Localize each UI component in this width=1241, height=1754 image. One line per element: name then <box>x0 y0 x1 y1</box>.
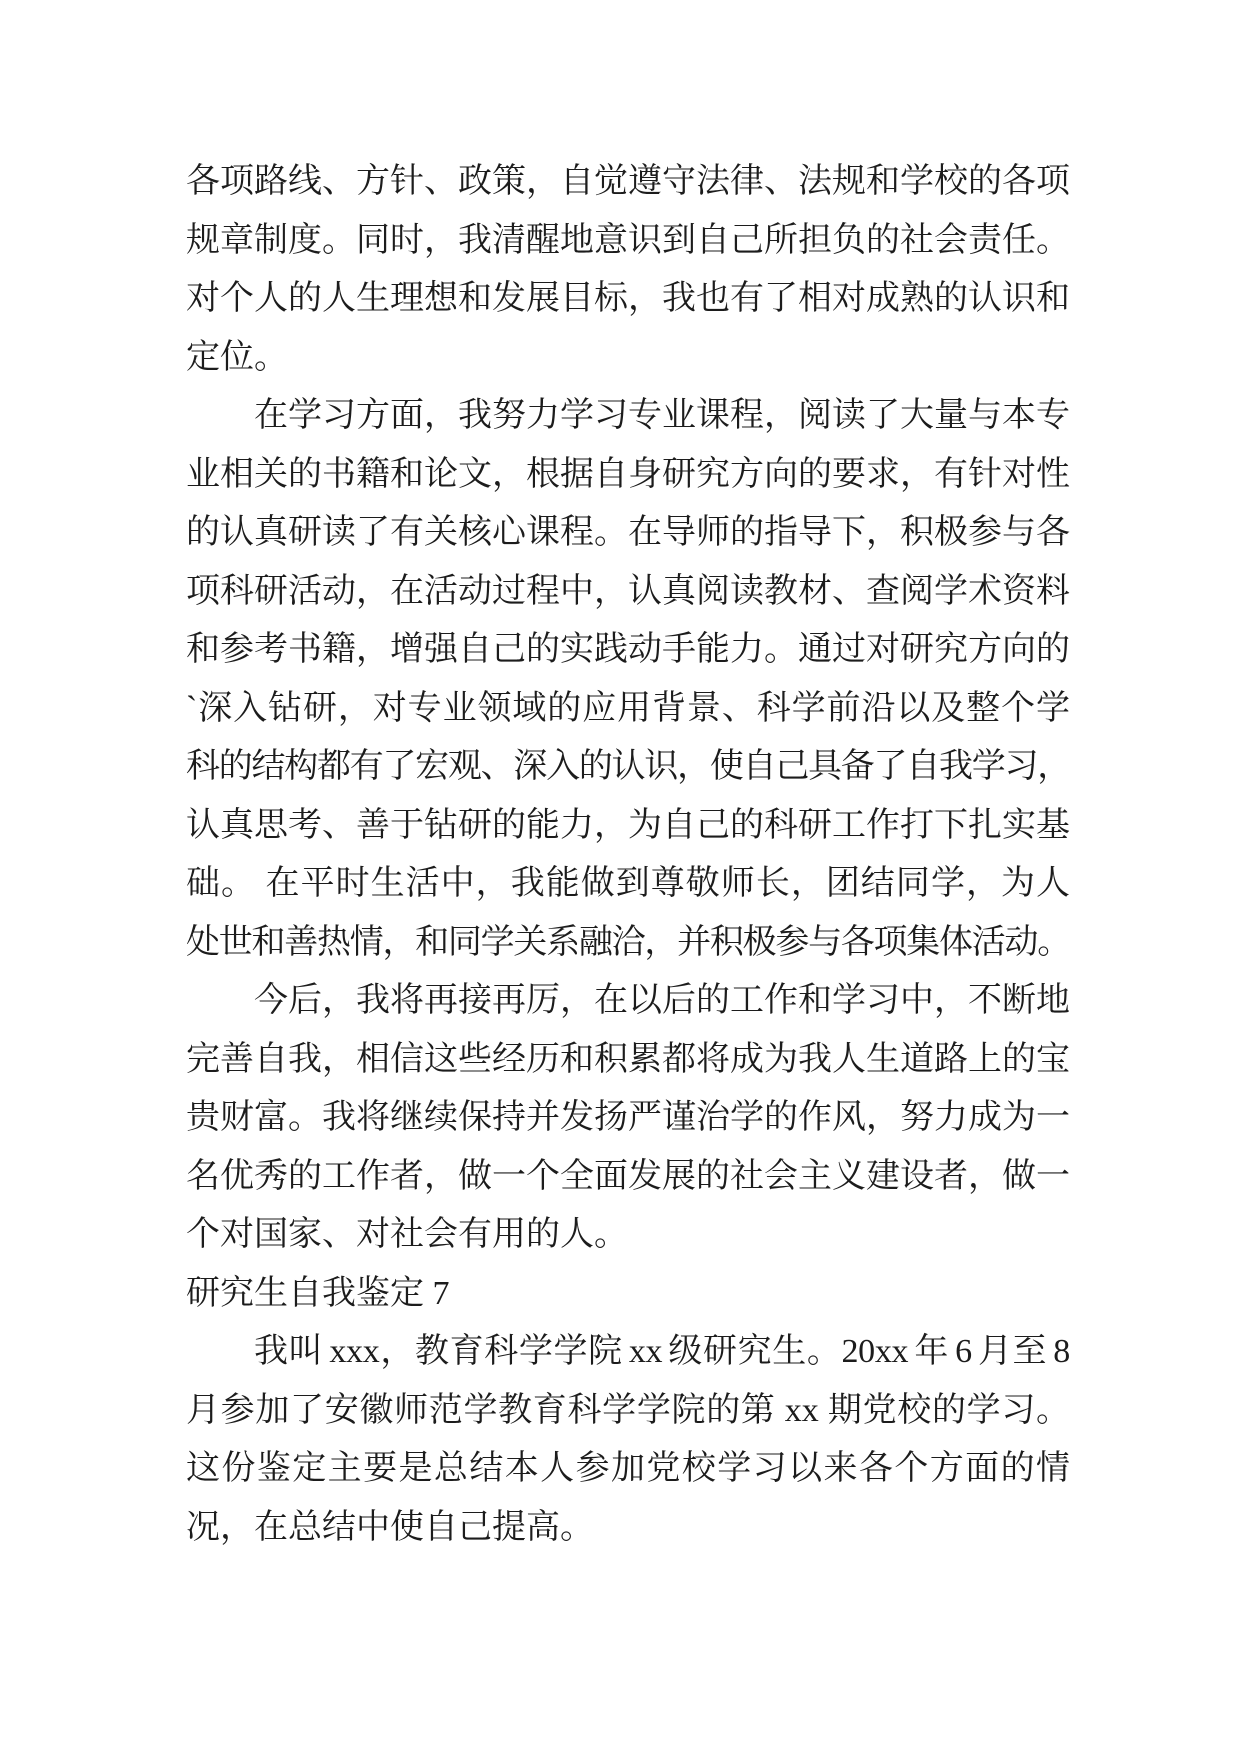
text-line: 今后，我将再接再厉，在以后的工作和学习中，不断地 <box>254 982 1070 1019</box>
document-text-block <box>186 153 1070 1557</box>
text-line: 认真思考、善于钻研的能力，为自己的科研工作打下扎实基 <box>186 806 1070 844</box>
text-line: 个对国家、对社会有用的人。 <box>186 1216 628 1253</box>
text-line: 月参加了安徽师范学教育科学学院的第 xx 期党校的学习。 <box>186 1391 1070 1429</box>
text-line: 和参考书籍，增强自己的实践动手能力。通过对研究方向的 <box>186 631 1070 668</box>
text-line: 规章制度。同时，我清醒地意识到自己所担负的社会责任。 <box>186 221 1070 259</box>
text-line: 础。 在平时生活中，我能做到尊敬师长，团结同学，为人 <box>186 865 1070 902</box>
text-line: 处世和善热情，和同学关系融洽，并积极参与各项集体活动。 <box>186 923 1070 961</box>
text-line: 项科研活动，在活动过程中，认真阅读教材、查阅学术资料 <box>186 572 1070 610</box>
text-line: 在学习方面，我努力学习专业课程，阅读了大量与本专 <box>254 397 1070 434</box>
section-heading: 研究生自我鉴定 7 <box>186 1274 450 1312</box>
text-line: 名优秀的工作者，做一个全面发展的社会主义建设者，做一 <box>186 1157 1070 1195</box>
text-line: 各项路线、方针、政策，自觉遵守法律、法规和学校的各项 <box>186 163 1070 200</box>
text-line: 业相关的书籍和论文，根据自身研究方向的要求，有针对性 <box>186 455 1070 493</box>
text-line: 完善自我，相信这些经历和积累都将成为我人生道路上的宝 <box>186 1040 1070 1078</box>
text-line: 贵财富。我将继续保持并发扬严谨治学的作风，努力成为一 <box>186 1099 1070 1136</box>
text-line: 况，在总结中使自己提高。 <box>186 1508 594 1546</box>
text-line: 的认真研读了有关核心课程。在导师的指导下，积极参与各 <box>186 514 1070 551</box>
text-line: `深入钻研，对专业领域的应用背景、科学前沿以及整个学 <box>186 689 1070 727</box>
text-line: 对个人的人生理想和发展目标，我也有了相对成熟的认识和 <box>186 280 1070 317</box>
text-line: 定位。 <box>186 338 288 376</box>
text-line: 我叫 xxx，教育科学学院 xx 级研究生。20xx 年 6 月至 8 <box>254 1333 1070 1370</box>
text-line: 这份鉴定主要是总结本人参加党校学习以来各个方面的情 <box>186 1450 1070 1487</box>
text-line: 科的结构都有了宏观、深入的认识，使自己具备了自我学习， <box>186 748 1070 785</box>
